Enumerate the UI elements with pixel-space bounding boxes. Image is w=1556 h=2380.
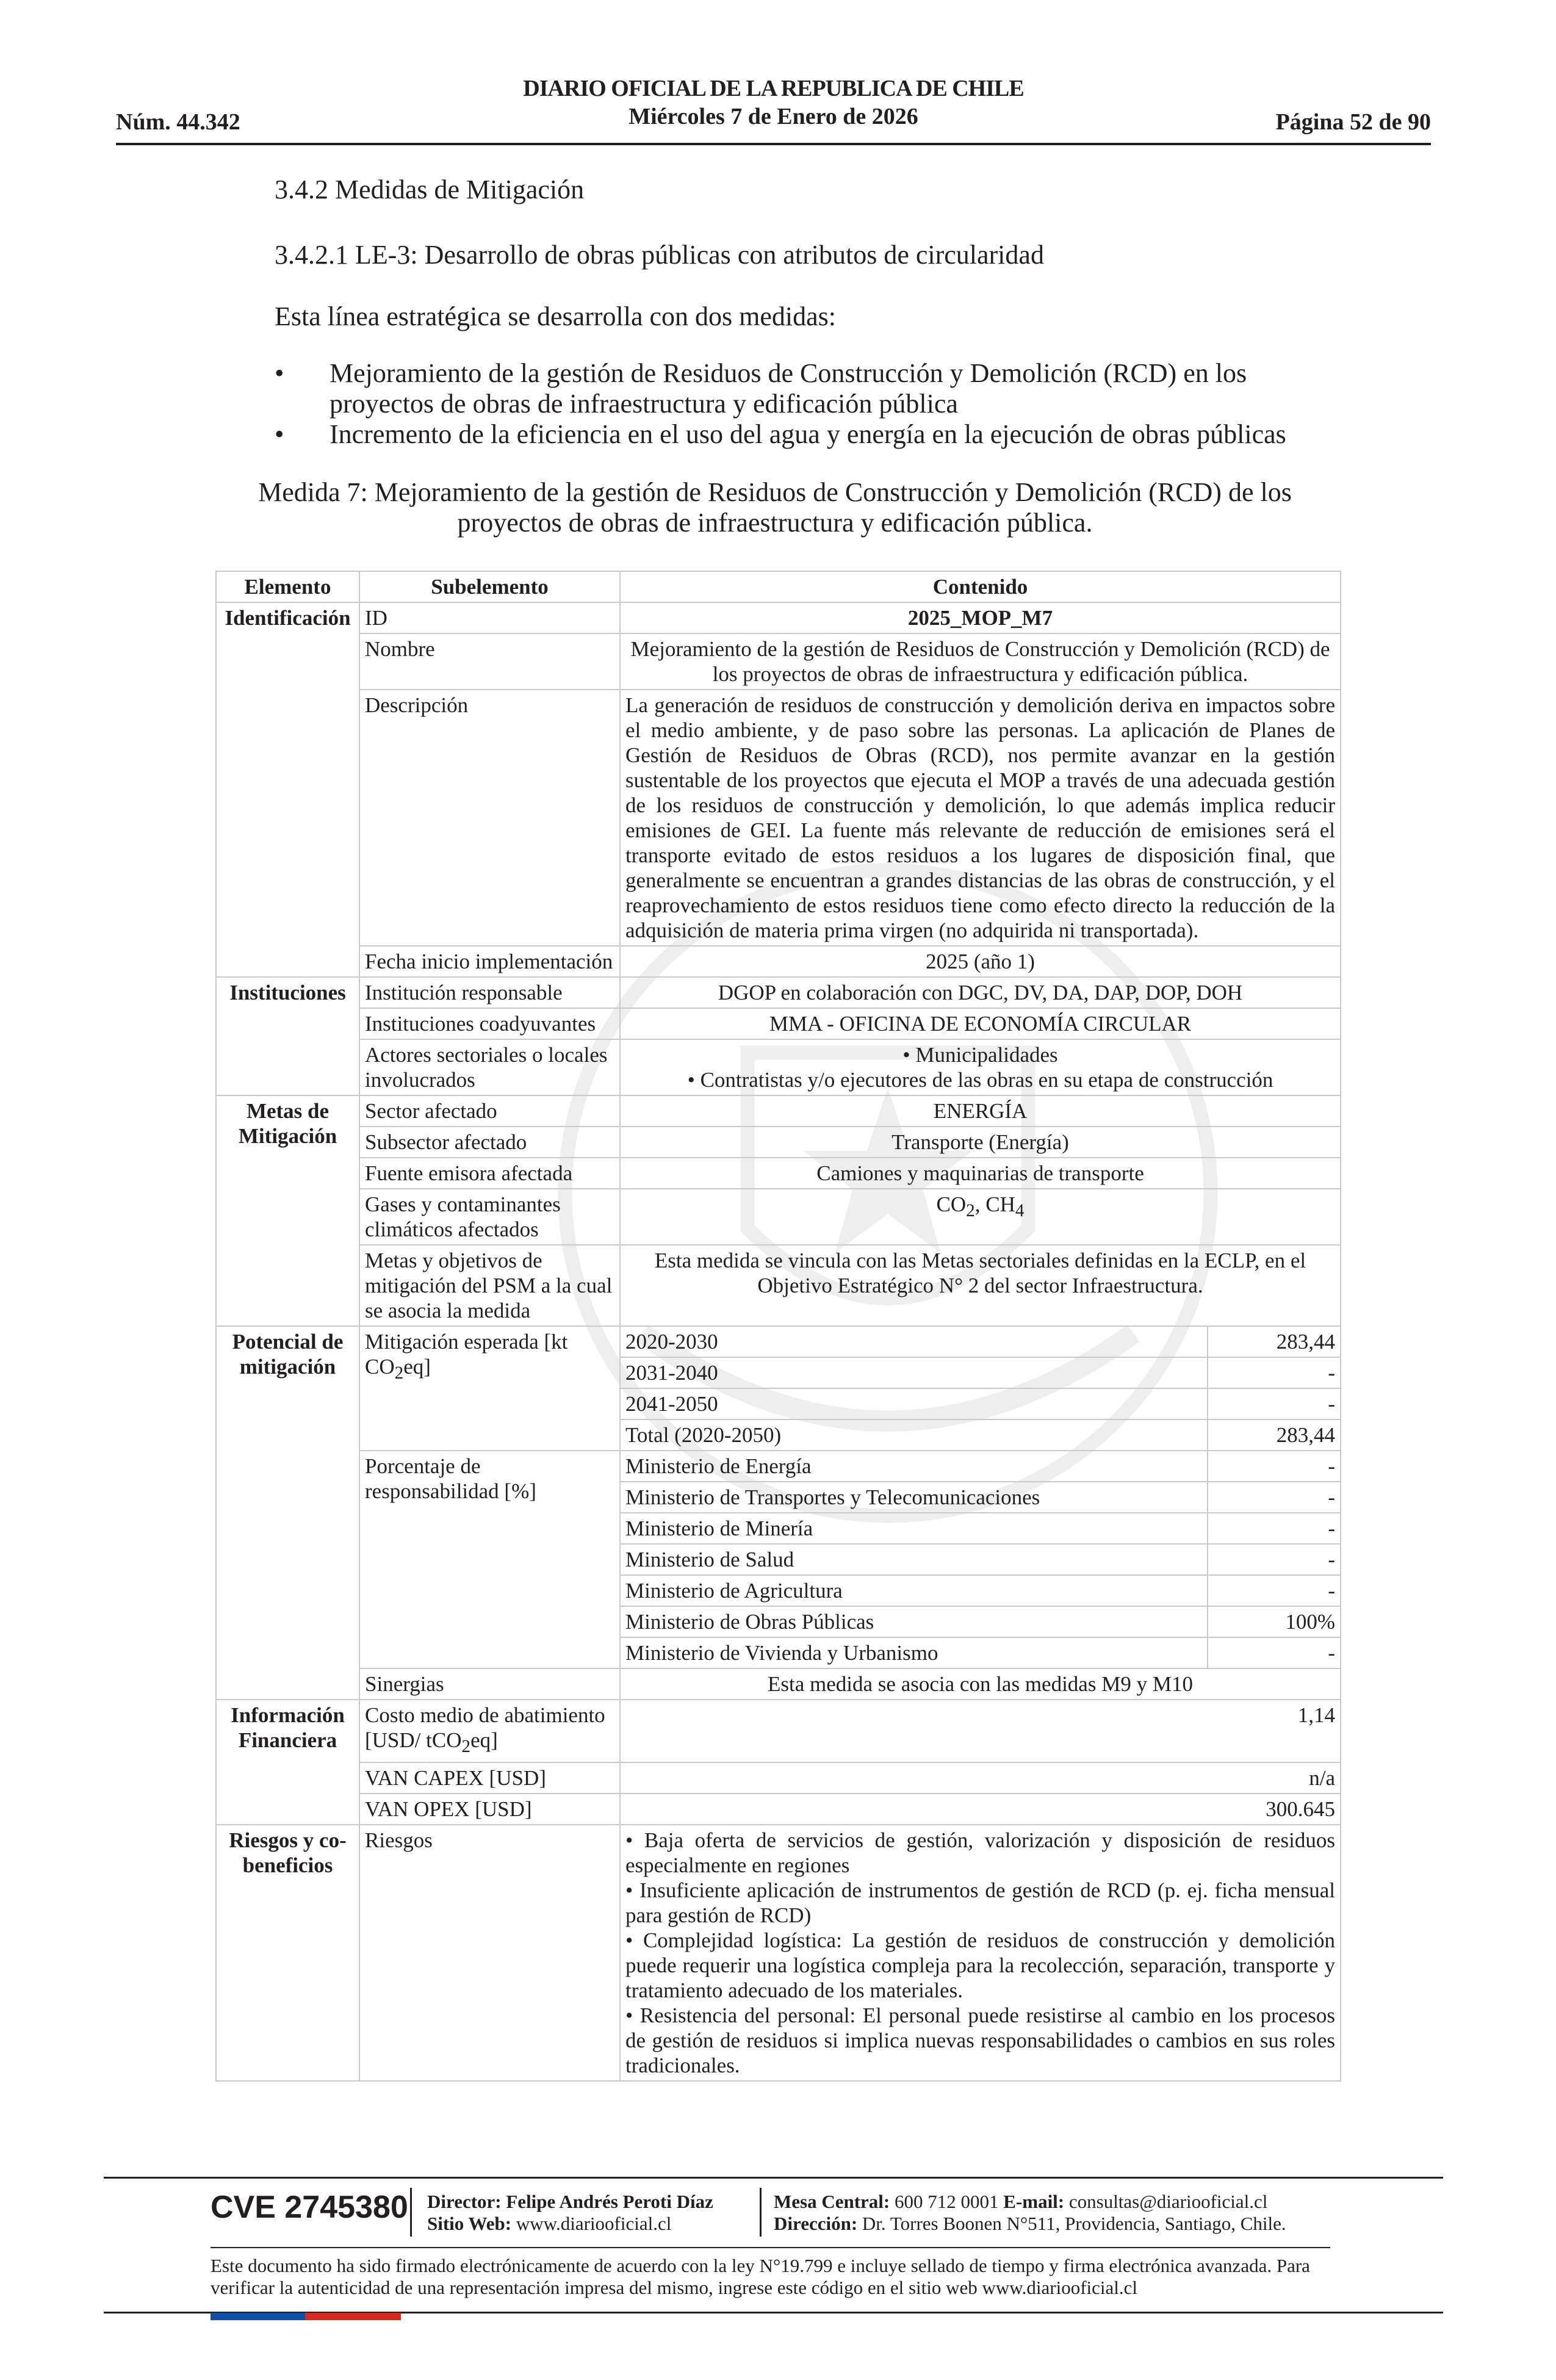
table-caption: Medida 7: Mejoramiento de la gestión de Residuos de Construcción y Demolición (RCD) de los proyectos de obras de infraestructura y edificación pública. — [258, 477, 1292, 538]
bullet-list — [275, 358, 1342, 450]
table-row — [216, 1039, 1341, 1095]
cell-id-value: 2025_MOP_M7 — [620, 602, 1341, 633]
cell-ministry-value: - — [1208, 1637, 1341, 1668]
cell-nombre-value: Mejoramiento de la gestión de Residuos de Construcción y Demolición (RCD) de los proyectos de obras de infraestructura y edificación pública. — [620, 633, 1341, 690]
cell-ministry-value: - — [1208, 1513, 1341, 1544]
table-row — [216, 1245, 1341, 1326]
cell-ministry: Ministerio de Transportes y Telecomunicaciones — [620, 1482, 1208, 1513]
group-instituciones: Instituciones — [216, 977, 359, 1095]
cell-ministry-value: - — [1208, 1482, 1341, 1513]
footer-director-block: Director: Felipe Andrés Peroti Díaz Sitio Web: www.diariooficial.cl — [427, 2191, 713, 2234]
list-item: • Incremento de la eficiencia en el uso del agua y energía en la ejecución de obras públicas — [275, 419, 1286, 449]
table-row — [216, 1700, 1341, 1762]
cell-label: Gases y contaminantes climáticos afectados — [359, 1189, 620, 1245]
cell-fuente-value: Camiones y maquinarias de transporte — [620, 1158, 1341, 1189]
signature-note: Este documento ha sido firmado electrónicamente de acuerdo con la ley N°19.799 e incluye sellado de tiempo y firma electrónica avanzada. Para verificar la autenticidad de una representación impresa del mismo, ingrese este código en el sitio web www.diariooficial.cl — [211, 2255, 1310, 2298]
cell-sinergias-value: Esta medida se asocia con las medidas M9 y M10 — [620, 1668, 1341, 1700]
cell-subsector-value: Transporte (Energía) — [620, 1127, 1341, 1158]
table-row — [216, 1326, 1341, 1357]
cell-ministry-value: 100% — [1208, 1606, 1341, 1637]
bullet-icon: • — [275, 358, 284, 388]
cell-label: Nombre — [359, 633, 620, 690]
cell-ministry-value: - — [1208, 1575, 1341, 1606]
flag-stripe-blue — [211, 2313, 305, 2320]
table-row — [216, 1095, 1341, 1127]
cell-inst-resp-value: DGOP en colaboración con DGC, DV, DA, DAP, DOP, DOH — [620, 977, 1341, 1008]
cell-period: 2041-2050 — [620, 1388, 1208, 1419]
publication-date: Miércoles 7 de Enero de 2026 — [629, 104, 918, 129]
group-financiera: Información Financiera — [216, 1700, 359, 1825]
cell-period-value: - — [1208, 1388, 1341, 1419]
cell-gases-value: $CO_2$, $CH_4$ — [620, 1189, 1341, 1245]
cell-fecha-value: 2025 (año 1) — [620, 946, 1341, 977]
cell-opex-value: 300.645 — [620, 1794, 1341, 1825]
cell-actores-value: • Municipalidades • Contratistas y/o ejecutores de las obras en su etapa de construcción — [620, 1039, 1341, 1095]
section-title: 3.4.2 Medidas de Mitigación — [275, 175, 585, 204]
cell-capex-value: n/a — [620, 1762, 1341, 1794]
page-header — [116, 74, 1431, 145]
cell-label: Mitigación esperada [kt $CO_2eq$] — [359, 1326, 620, 1451]
table-row — [216, 946, 1341, 977]
list-item: • Mejoramiento de la gestión de Residuos de Construcción y Demolición (RCD) en los proyectos de obras de infraestructura y edificación pública — [275, 358, 1247, 419]
cell-label: Institución responsable — [359, 977, 620, 1008]
cell-sector-value: ENERGÍA — [620, 1095, 1341, 1127]
cell-ministry-value: - — [1208, 1544, 1341, 1575]
cell-ministry: Ministerio de Salud — [620, 1544, 1208, 1575]
measure-table — [215, 571, 1341, 2082]
cell-label: Metas y objetivos de mitigación del PSM a la cual se asocia la medida — [359, 1245, 620, 1326]
table-row — [216, 1008, 1341, 1039]
cell-period: 2020-2030 — [620, 1326, 1208, 1357]
table-header-row — [216, 571, 1341, 602]
table-row — [216, 1794, 1341, 1825]
intro-paragraph: Esta línea estratégica se desarrolla con dos medidas: — [275, 301, 836, 331]
table-row — [216, 1668, 1341, 1700]
cell-label: Sector afectado — [359, 1095, 620, 1127]
cell-label: ID — [359, 602, 620, 633]
page-number: Página 52 de 90 — [1275, 109, 1431, 135]
publication-title-block — [116, 74, 1431, 131]
table-row — [216, 1189, 1341, 1245]
cve-code: CVE 2745380 — [211, 2190, 408, 2225]
table-row — [216, 602, 1341, 633]
flag-stripe-red — [305, 2313, 401, 2320]
cell-period: Total (2020-2050) — [620, 1419, 1208, 1451]
cell-riesgos-value: • Baja oferta de servicios de gestión, valorización y disposición de residuos especialmente en regiones • Insuficiente aplicación de instrumentos de gestión de RCD (p. ej. ficha mensual para gestión de RCD) • Complejidad logística: La gestión de residuos de construcción y demolición puede requerir una logística compleja para la recolección, separación, transporte y tratamiento adecuado de los materiales. • Resistencia del personal: El personal puede resistirse al cambio en los procesos de gestión de residuos si implica nuevas responsabilidades o cambios en sus roles tradicionales. — [620, 1825, 1341, 2081]
cell-label: Costo medio de abatimiento [USD/ tCO$_2$eq] — [359, 1700, 620, 1762]
table-row — [216, 1127, 1341, 1158]
cell-ministry: Ministerio de Energía — [620, 1451, 1208, 1482]
cell-label: Descripción — [359, 690, 620, 946]
issue-number: Núm. 44.342 — [116, 109, 240, 135]
header-subelemento: Subelemento — [359, 571, 620, 602]
table-row — [216, 633, 1341, 690]
group-potencial: Potencial de mitigación — [216, 1326, 359, 1700]
header-contenido: Contenido — [620, 571, 1341, 602]
bullet-icon: • — [275, 419, 284, 449]
footer-divider — [760, 2188, 762, 2237]
cell-inst-coad-value: MMA - OFICINA DE ECONOMÍA CIRCULAR — [620, 1008, 1341, 1039]
cell-descripcion-value: La generación de residuos de construcción y demolición deriva en impactos sobre el medio ambiente, y de paso sobre las personas. La aplicación de Planes de Gestión de Residuos de Obras (RCD), nos permite avanzar en la gestión sustentable de los proyectos que ejecuta el MOP a través de una adecuada gestión de los residuos de construcción y demolición, lo que además implica reducir emisiones de GEI. La fuente más relevante de reducción de emisiones será el transporte evitado de estos residuos a los lugares de disposición final, que generalmente se encuentran a grandes distancias de las obras de construcción, y el reaprovechamiento de estos residuos tiene como efecto directo la reducción de la adquisición de materia prima virgen (no adquirida ni transportada). — [620, 690, 1341, 946]
cell-label: Fecha inicio implementación — [359, 946, 620, 977]
table-row — [216, 1762, 1341, 1794]
cell-label: Sinergias — [359, 1668, 620, 1700]
group-riesgos: Riesgos y co-beneficios — [216, 1825, 359, 2081]
cell-metas-obj-value: Esta medida se vincula con las Metas sectoriales definidas en la ECLP, en el Objetivo Estratégico N° 2 del sector Infraestructura. — [620, 1245, 1341, 1326]
cell-period: 2031-2040 — [620, 1357, 1208, 1388]
cell-label: Fuente emisora afectada — [359, 1158, 620, 1189]
website-link[interactable]: www.diariooficial.cl — [516, 2213, 672, 2234]
cell-period-value: 283,44 — [1208, 1419, 1341, 1451]
cell-costo-value: 1,14 — [620, 1700, 1341, 1762]
table-row — [216, 690, 1341, 946]
publication-title: DIARIO OFICIAL DE LA REPUBLICA DE CHILE — [523, 76, 1024, 101]
cell-label: VAN CAPEX [USD] — [359, 1762, 620, 1794]
table-row — [216, 1158, 1341, 1189]
table-row — [216, 977, 1341, 1008]
cell-label: Riesgos — [359, 1825, 620, 2081]
cell-label: Actores sectoriales o locales involucrados — [359, 1039, 620, 1095]
cell-label: Instituciones coadyuvantes — [359, 1008, 620, 1039]
table-row — [216, 1451, 1341, 1482]
cell-ministry-value: - — [1208, 1451, 1341, 1482]
director-name: Felipe Andrés Peroti Díaz — [506, 2191, 713, 2212]
cell-label: VAN OPEX [USD] — [359, 1794, 620, 1825]
footer-rule — [211, 2247, 1330, 2248]
cell-ministry: Ministerio de Obras Públicas — [620, 1606, 1208, 1637]
footer-rule — [104, 2177, 1443, 2179]
cell-ministry: Ministerio de Agricultura — [620, 1575, 1208, 1606]
group-metas: Metas de Mitigación — [216, 1095, 359, 1326]
cell-ministry: Ministerio de Vivienda y Urbanismo — [620, 1637, 1208, 1668]
cell-period-value: 283,44 — [1208, 1326, 1341, 1357]
footer-divider — [410, 2188, 412, 2237]
subsection-title: 3.4.2.1 LE-3: Desarrollo de obras públicas con atributos de circularidad — [275, 240, 1044, 270]
email-link[interactable]: consultas@diariooficial.cl — [1068, 2191, 1268, 2212]
table-row — [216, 1825, 1341, 2081]
cell-period-value: - — [1208, 1357, 1341, 1388]
footer-contact-block: Mesa Central: 600 712 0001 E-mail: consultas@diariooficial.cl Dirección: Dr. Torres Boonen N°511, Providencia, Santiago, Chile. — [774, 2191, 1286, 2234]
group-identificacion: Identificación — [216, 602, 359, 977]
cell-ministry: Ministerio de Minería — [620, 1513, 1208, 1544]
cell-label: Subsector afectado — [359, 1127, 620, 1158]
header-elemento: Elemento — [216, 571, 359, 602]
cell-label: Porcentaje de responsabilidad [%] — [359, 1451, 620, 1668]
